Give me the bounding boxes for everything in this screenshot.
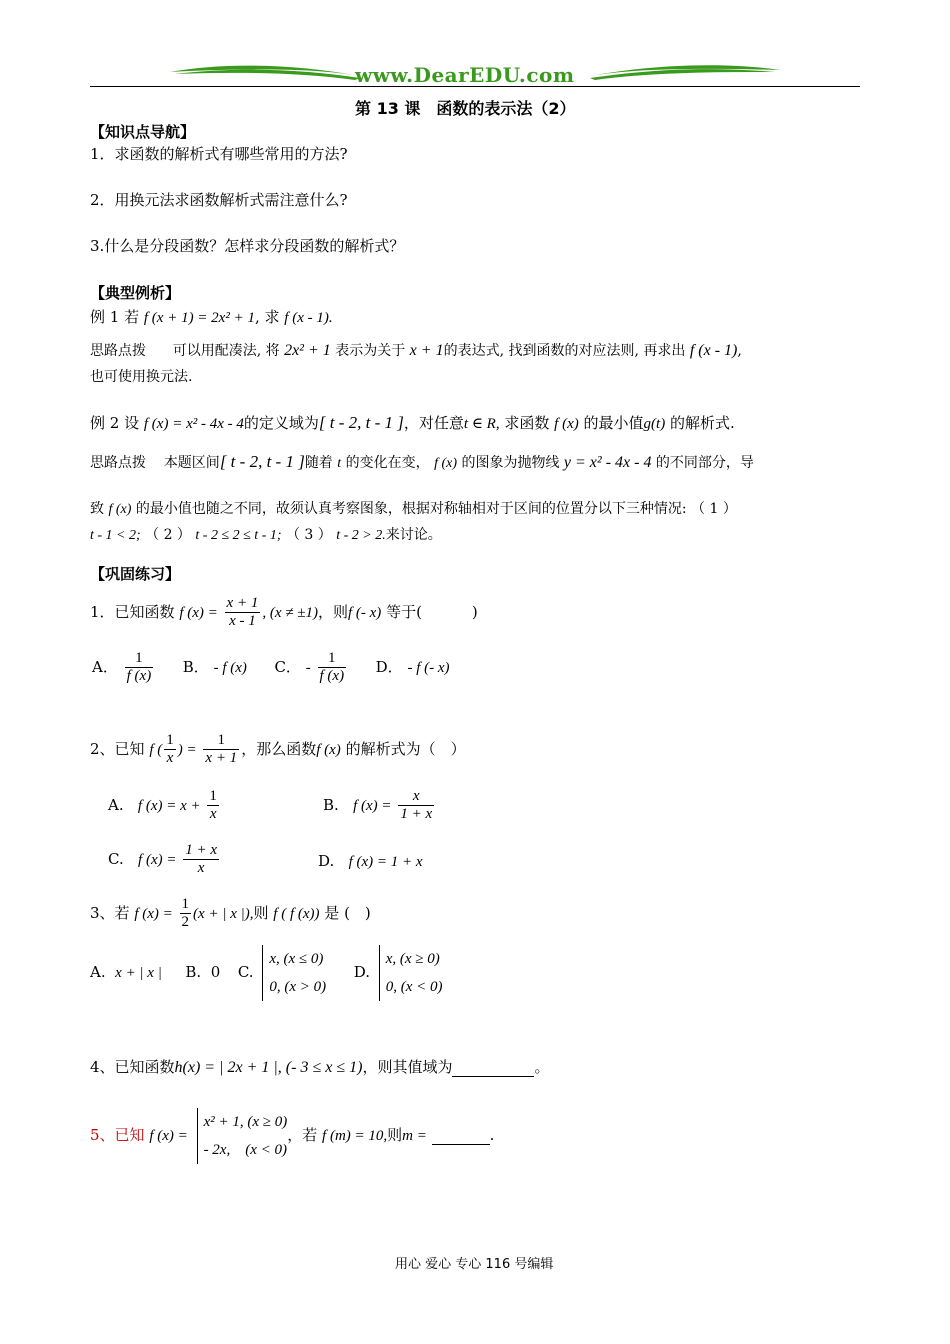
q1-option-b-expr: - f (x) xyxy=(213,659,247,676)
q1-cond: , (x ≠ ±1) xyxy=(262,604,318,621)
q2-f: f ( xyxy=(149,741,163,758)
ex2-case-3: t - 2 > 2. xyxy=(336,528,386,543)
q2-b: ，那么函数 xyxy=(241,739,317,758)
q2-n1: 1 xyxy=(164,732,176,750)
ex1-hint-a: 可以用配凑法, 将 xyxy=(172,343,280,359)
q5-c: 则 xyxy=(387,1126,403,1144)
q2-b-den: 1 + x xyxy=(400,806,433,823)
q2-option-b-expr: f (x) = xyxy=(353,797,392,814)
page-footer: 用心 爱心 专心 116 号编辑 xyxy=(395,1257,554,1272)
q3-d-top: x, (x ≥ 0) xyxy=(385,951,440,967)
ex2-l3-a: （ 2 ） xyxy=(145,527,191,543)
ex2-hint-line2 xyxy=(90,498,737,518)
q4-a: 4、已知函数 xyxy=(90,1058,175,1076)
example-1 xyxy=(90,306,333,327)
q5-cond: f (m) = 10, xyxy=(322,1128,388,1144)
ex2-label: 例 2 设 xyxy=(90,414,140,432)
q3-option-d-cases xyxy=(379,945,443,1001)
knowledge-item-1: 1．求函数的解析式有哪些常用的方法? xyxy=(90,145,348,163)
example-1-hint xyxy=(90,340,742,360)
q5-number: 5 xyxy=(90,1126,100,1144)
q3-d-bot: 0, (x < 0) xyxy=(385,979,443,995)
q1-a: 1．已知函数 xyxy=(90,602,175,621)
ex2-l3-b: （ 3 ） xyxy=(285,527,332,543)
knowledge-item-2: 2．用换元法求函数解析式需注意什么? xyxy=(90,191,348,209)
q2-option-c-row xyxy=(108,842,221,878)
ex2-hint-line3 xyxy=(90,524,442,544)
q5-m: m = xyxy=(402,1128,427,1144)
q2-n2: 1 xyxy=(203,732,239,750)
q4-end: 。 xyxy=(534,1058,550,1076)
q5-answer-blank[interactable] xyxy=(432,1126,490,1145)
q1-option-c-minus: - xyxy=(305,659,311,676)
q5-end: . xyxy=(489,1126,495,1144)
q1-fmx: f (- x) xyxy=(347,604,382,621)
ex2-f: 的解析式. xyxy=(670,414,735,432)
q3-option-c: C. xyxy=(237,963,254,981)
q1-fraction xyxy=(225,595,261,631)
q2-option-a-row xyxy=(108,788,221,824)
q3-b: 则 xyxy=(253,903,269,922)
q2-option-c-fraction xyxy=(183,842,219,878)
q3-option-a-expr: x + | x | xyxy=(115,965,162,981)
q3-option-a: A. xyxy=(90,963,106,981)
example-2 xyxy=(90,412,735,433)
q1-options xyxy=(92,650,450,686)
ex2-h-fx: f (x) xyxy=(434,456,457,471)
q1-option-a-fraction xyxy=(125,650,154,686)
q3-fraction xyxy=(180,896,192,932)
q2-option-c-expr: f (x) = xyxy=(138,851,177,868)
q3-option-c-cases xyxy=(262,945,326,1001)
q2-c: 的解析式为（ ） xyxy=(345,739,466,758)
q2-b-num: x xyxy=(398,788,434,806)
q3-c-top: x, (x ≤ 0) xyxy=(269,951,324,967)
ex1-mid: , 求 xyxy=(254,308,280,326)
ex2-h-t: t xyxy=(337,456,342,471)
q1-a-den: f (x) xyxy=(126,668,152,685)
ex1-hint-fx: f (x - 1) xyxy=(689,342,738,359)
q4-b: ，则其值域为 xyxy=(362,1058,453,1076)
ex2-h1: 本题区间 xyxy=(163,455,220,471)
q1-denominator: x - 1 xyxy=(229,613,256,630)
q3-num: 1 xyxy=(180,896,192,914)
ex2-c: ，对任意 xyxy=(403,414,464,432)
q5-bot: - 2x, (x < 0) xyxy=(203,1142,287,1158)
ex1-label: 例 1 若 xyxy=(90,308,140,326)
q3-fx: f (x) = xyxy=(134,905,173,922)
ex2-d: 求函数 xyxy=(504,414,550,432)
ex2-e: 的最小值 xyxy=(583,414,644,432)
ex1-hint-d: , xyxy=(737,343,742,359)
question-1 xyxy=(90,595,478,631)
q5-cases xyxy=(197,1108,288,1164)
q1-option-c: C． xyxy=(274,657,301,676)
section-examples: 【典型例析】 xyxy=(90,284,181,302)
q3-option-b-val: 0 xyxy=(210,963,221,981)
q1-option-d: D． xyxy=(375,657,403,676)
q1-c-num: 1 xyxy=(318,650,347,668)
q1-option-c-fraction xyxy=(318,650,347,686)
question-5 xyxy=(90,1108,494,1164)
page-title: 第 13 课 函数的表示法（2） xyxy=(355,99,576,118)
ex1-hint-expr: 2x² + 1 xyxy=(284,342,331,359)
ex2-h3: 的变化在变， xyxy=(345,455,430,471)
ex1-target: f (x - 1). xyxy=(284,310,333,326)
ex2-l2a: 致 xyxy=(90,501,104,517)
ex2-l2-fx: f (x) xyxy=(108,502,132,517)
q1-a-num: 1 xyxy=(125,650,154,668)
site-logo-text: www.DearEDU.com xyxy=(355,63,575,87)
ex1-hint-b: 表示为关于 xyxy=(335,343,406,359)
q2-option-d: D. xyxy=(318,852,335,870)
ex1-hint-c: 的表达式, 找到函数的对应法则, 再求出 xyxy=(443,343,686,359)
question-3 xyxy=(90,896,371,932)
q1-option-a: A． xyxy=(92,657,118,676)
q3-ffx: f ( f (x)) xyxy=(273,905,320,922)
ex2-b: 的定义域为 xyxy=(243,414,319,432)
q2-option-a: A. xyxy=(108,795,124,814)
q1-c: 等于( xyxy=(386,602,422,621)
question-4 xyxy=(90,1056,549,1077)
q1-close: ) xyxy=(471,602,478,621)
ex2-h2: 随着 xyxy=(304,455,333,471)
ex2-equation: f (x) = x² - 4x - 4 xyxy=(143,416,244,432)
q2-option-d-row xyxy=(318,852,423,871)
q2-option-b: B. xyxy=(323,795,339,814)
ex2-l2b: 的最小值也随之不同，故须认真考察图象，根据对称轴相对于区间的位置分以下三种情况: （ 1 ） xyxy=(135,501,737,517)
ex2-case-2: t - 2 ≤ 2 ≤ t - 1; xyxy=(195,528,282,543)
q1-option-b: B． xyxy=(182,657,209,676)
q3-c-bot: 0, (x > 0) xyxy=(269,979,327,995)
ex2-cond: t ∈ R, xyxy=(463,416,500,432)
q4-answer-blank[interactable] xyxy=(452,1058,534,1077)
knowledge-item-3: 3.什么是分段函数？怎样求分段函数的解析式？ xyxy=(90,237,405,255)
ex2-gt: g(t) xyxy=(643,416,666,432)
q3-a: 3、若 xyxy=(90,903,130,922)
q5-a: 、已知 xyxy=(99,1126,145,1144)
ex1-hint-x1: x + 1 xyxy=(409,342,444,359)
q3-expr: (x + | x |), xyxy=(193,905,254,922)
ex1-equation: f (x + 1) = 2x² + 1 xyxy=(143,310,255,326)
q2-option-b-row xyxy=(323,788,436,824)
q2-d2: x + 1 xyxy=(205,750,238,767)
q2-option-b-fraction xyxy=(398,788,434,824)
ex2-h4: 的图象为抛物线 xyxy=(461,455,560,471)
q2-option-d-expr: f (x) = 1 + x xyxy=(348,854,423,870)
ex2-case-1: t - 1 < 2; xyxy=(90,528,141,543)
q1-numerator: x + 1 xyxy=(225,595,261,613)
q5-fx: f (x) = xyxy=(149,1128,188,1144)
ex1-hint-label: 思路点拨 xyxy=(90,343,146,359)
q1-b: ，则 xyxy=(317,602,348,621)
ex2-h-domain: [ t - 2, t - 1 ] xyxy=(219,452,305,471)
q2-a-den: x xyxy=(209,806,217,823)
q5-top: x² + 1, (x ≥ 0) xyxy=(203,1114,288,1130)
ex2-hint-label: 思路点拨 xyxy=(90,455,146,471)
q2-a-num: 1 xyxy=(207,788,219,806)
q2-d1: x xyxy=(166,750,174,767)
q3-c: 是 ( ) xyxy=(324,903,371,922)
q3-options xyxy=(90,945,443,1001)
q1-fx: f (x) = xyxy=(179,604,218,621)
q2-a: 2、已知 xyxy=(90,739,145,758)
q3-option-b: B. xyxy=(185,963,202,981)
q4-expr: h(x) = | 2x + 1 |, (- 3 ≤ x ≤ 1) xyxy=(174,1059,363,1076)
q2-option-a-fraction xyxy=(207,788,219,824)
q2-frac-1 xyxy=(164,732,176,768)
ex2-h-para: y = x² - 4x - 4 xyxy=(563,454,652,471)
ex1-hint-line2: 也可使用换元法. xyxy=(90,369,193,385)
example-2-hint xyxy=(90,452,754,472)
section-practice: 【巩固练习】 xyxy=(90,565,181,583)
ex2-l3-end: 来讨论。 xyxy=(385,527,442,543)
section-knowledge: 【知识点导航】 xyxy=(90,123,196,141)
q5-b: ，若 xyxy=(287,1126,318,1144)
q3-den: 2 xyxy=(181,914,190,931)
q2-option-a-expr: f (x) = x + xyxy=(137,797,201,814)
ex2-h5: 的不同部分，导 xyxy=(655,455,754,471)
q2-mid: ) = xyxy=(177,741,197,758)
ex2-fx: f (x) xyxy=(554,416,579,432)
q2-c-num: 1 + x xyxy=(183,842,219,860)
q3-option-d: D. xyxy=(353,963,370,981)
question-2 xyxy=(90,732,466,768)
q1-c-den: f (x) xyxy=(319,668,345,685)
q1-option-d-expr: - f (- x) xyxy=(407,659,450,676)
q2-fx: f (x) xyxy=(316,741,341,758)
q2-frac-2 xyxy=(203,732,239,768)
ex2-domain: [ t - 2, t - 1 ] xyxy=(318,413,404,432)
q2-option-c: C. xyxy=(108,849,124,868)
q2-c-den: x xyxy=(197,860,205,877)
